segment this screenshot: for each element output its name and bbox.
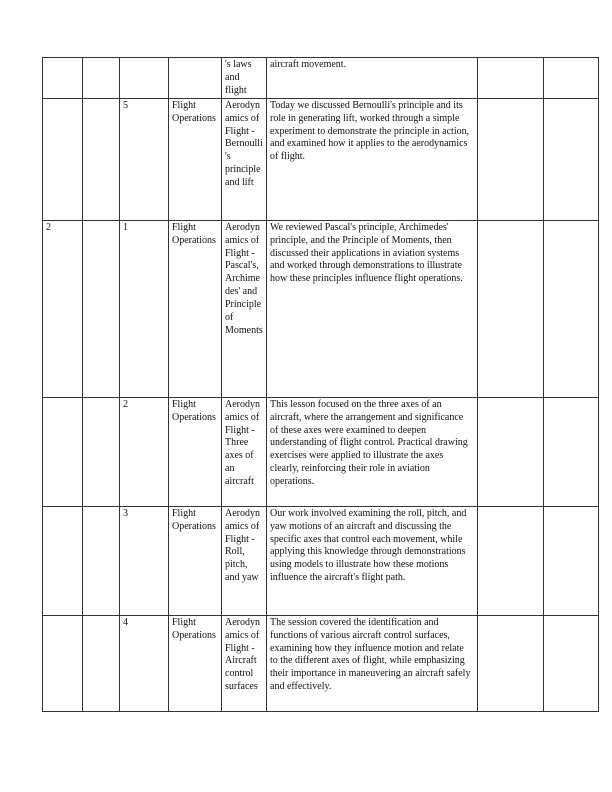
- topic-cell: 's laws and flight: [222, 58, 267, 99]
- lesson-cell: 4: [120, 615, 169, 711]
- summary-cell: This lesson focused on the three axes of an aircraft, where the arrangement and significance of these axes were examined to deepen understanding of flight control. Practical drawing exercises were applied to illustrate the axes clearly, reinforcing their role in aviation operations.: [267, 397, 478, 506]
- blank-cell: [478, 98, 544, 220]
- week-cell: 2: [43, 220, 83, 397]
- week-cell: [43, 615, 83, 711]
- subject-cell: Flight Operations: [169, 397, 222, 506]
- lesson-cell: [120, 58, 169, 99]
- blank-cell: [544, 615, 599, 711]
- week-cell: [43, 506, 83, 615]
- blank-cell: [83, 58, 120, 99]
- subject-cell: Flight Operations: [169, 220, 222, 397]
- table-row: [43, 397, 599, 506]
- table-row: [43, 58, 599, 99]
- lesson-cell: 1: [120, 220, 169, 397]
- blank-cell: [544, 58, 599, 99]
- subject-cell: Flight Operations: [169, 506, 222, 615]
- topic-cell: Aerodynamics of Flight - Aircraft control surfaces: [222, 615, 267, 711]
- lesson-cell: 2: [120, 397, 169, 506]
- topic-cell: Aerodynamics of Flight - Roll, pitch, and yaw: [222, 506, 267, 615]
- week-cell: [43, 98, 83, 220]
- blank-cell: [83, 220, 120, 397]
- table-row: [43, 615, 599, 711]
- summary-cell: Today we discussed Bernoulli's principle and its role in generating lift, worked through a simple experiment to demonstrate the principle in action, and examined how it applies to the aerodynamics of flight.: [267, 98, 478, 220]
- blank-cell: [478, 397, 544, 506]
- week-cell: [43, 397, 83, 506]
- topic-cell: Aerodynamics of Flight - Bernoulli's principle and lift: [222, 98, 267, 220]
- blank-cell: [83, 397, 120, 506]
- summary-cell: The session covered the identification and functions of various aircraft control surfaces, examining how they influence motion and relate to the different axes of flight, while emphasizing their importance in maneuvering an aircraft safely and effectively.: [267, 615, 478, 711]
- blank-cell: [83, 98, 120, 220]
- lesson-cell: 5: [120, 98, 169, 220]
- lesson-log-table: [42, 57, 599, 712]
- blank-cell: [478, 220, 544, 397]
- blank-cell: [83, 615, 120, 711]
- topic-cell: Aerodynamics of Flight - Pascal's, Archimedes' and Principle of Moments: [222, 220, 267, 397]
- blank-cell: [478, 506, 544, 615]
- blank-cell: [478, 615, 544, 711]
- table-row: [43, 506, 599, 615]
- subject-cell: Flight Operations: [169, 615, 222, 711]
- blank-cell: [544, 220, 599, 397]
- summary-cell: Our work involved examining the roll, pitch, and yaw motions of an aircraft and discussing the specific axes that control each movement, while applying this knowledge through demonstrations using models to illustrate how these motions influence the aircraft's flight path.: [267, 506, 478, 615]
- subject-cell: Flight Operations: [169, 98, 222, 220]
- subject-cell: [169, 58, 222, 99]
- summary-cell: aircraft movement.: [267, 58, 478, 99]
- table-row: [43, 220, 599, 397]
- summary-cell: We reviewed Pascal's principle, Archimedes' principle, and the Principle of Moments, then discussed their applications in aviation systems and worked through demonstrations to illustrate how these principles influence flight operations.: [267, 220, 478, 397]
- blank-cell: [478, 58, 544, 99]
- week-cell: [43, 58, 83, 99]
- blank-cell: [544, 98, 599, 220]
- blank-cell: [83, 506, 120, 615]
- blank-cell: [544, 506, 599, 615]
- topic-cell: Aerodynamics of Flight - Three axes of an aircraft: [222, 397, 267, 506]
- blank-cell: [544, 397, 599, 506]
- lesson-cell: 3: [120, 506, 169, 615]
- table-row: [43, 98, 599, 220]
